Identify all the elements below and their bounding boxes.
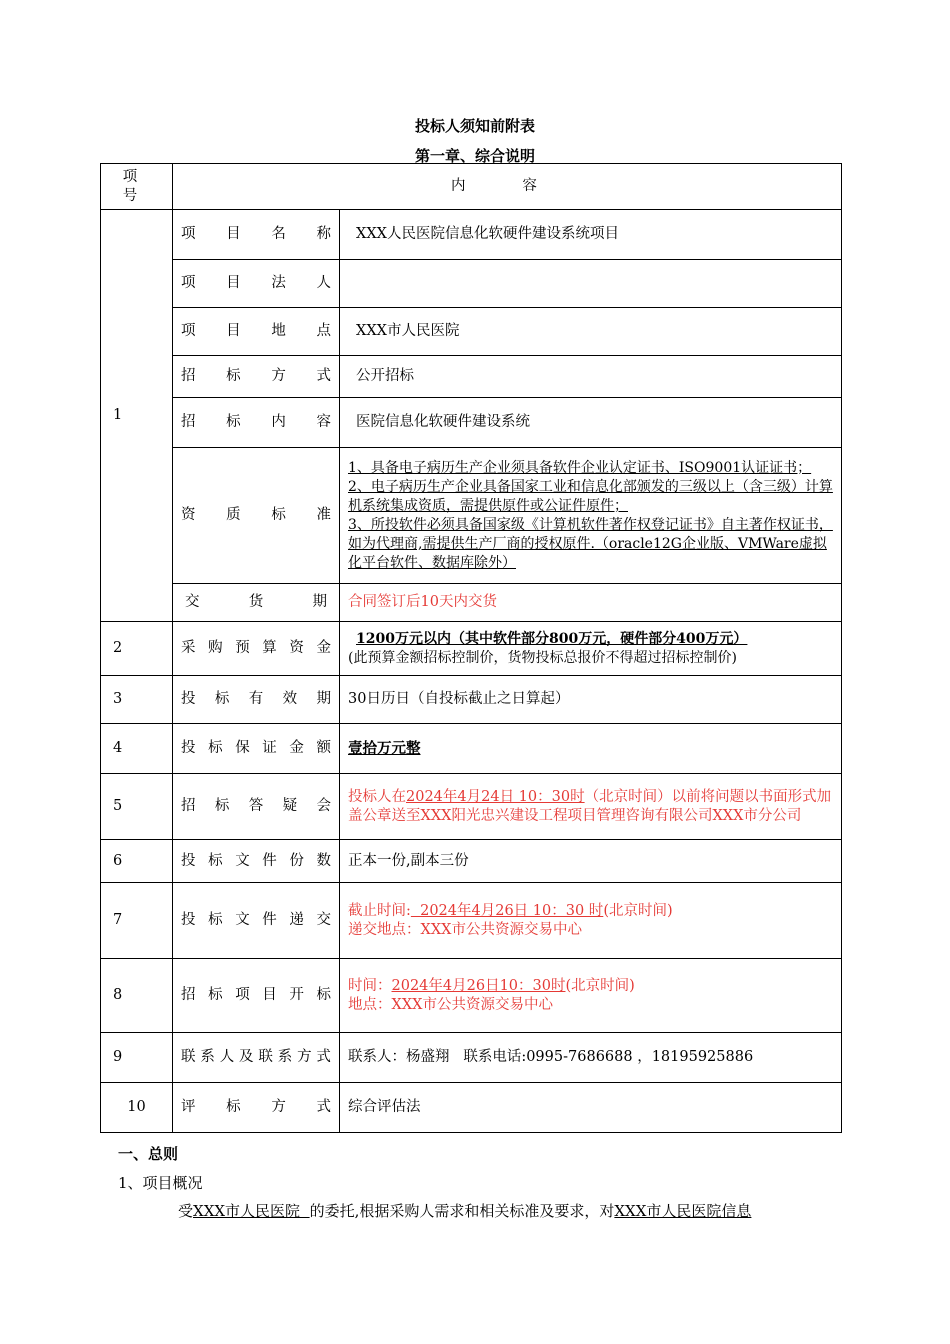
document-title: 投标人须知前附表 bbox=[414, 117, 535, 135]
row-label bbox=[173, 210, 340, 260]
row-label bbox=[173, 883, 340, 959]
section-heading: 一、总则 bbox=[118, 1145, 179, 1163]
row-value: 正本一份,副本三份 bbox=[340, 840, 842, 883]
submission-place: 递交地点：XXX市公共资源交易中心 bbox=[348, 921, 582, 938]
table-row bbox=[101, 883, 842, 959]
table-row bbox=[101, 210, 842, 260]
item-number: 1 bbox=[101, 210, 173, 622]
row-value: 公开招标 bbox=[340, 356, 842, 398]
table-row bbox=[101, 1083, 842, 1133]
row-value: 合同签订后10天内交货 bbox=[340, 584, 842, 622]
label-text: 招 标 项 目 开 标 bbox=[181, 987, 331, 1003]
label-text: 项 目 地 点 bbox=[181, 323, 331, 339]
row-label bbox=[173, 398, 340, 448]
row-value bbox=[340, 959, 842, 1033]
table-row bbox=[101, 676, 842, 724]
item-number: 5 bbox=[101, 774, 173, 840]
label-text: 投 标 文 件 份 数 bbox=[181, 852, 331, 869]
label-text: 交 货 期 bbox=[185, 594, 327, 610]
qualification-line: 2、电子病历生产企业具备国家工业和信息化部颁发的三级以上（含三级）计算机系统集成资质，需提供原件或公证件原件； bbox=[348, 478, 833, 514]
label-text: 招 标 方 式 bbox=[181, 368, 331, 384]
row-label bbox=[173, 308, 340, 356]
item-number: 10 bbox=[101, 1083, 173, 1133]
row-label bbox=[173, 584, 340, 622]
table-row bbox=[101, 774, 842, 840]
table-row bbox=[101, 724, 842, 774]
row-label bbox=[173, 840, 340, 883]
row-label bbox=[173, 1033, 340, 1083]
table-row bbox=[101, 840, 842, 883]
item-number: 9 bbox=[101, 1033, 173, 1083]
submission-deadline: 截止时间: 2024年4月26日 10：30 时(北京时间) bbox=[348, 902, 673, 919]
label-text: 项 目 名 称 bbox=[181, 226, 331, 242]
item-number: 3 bbox=[101, 676, 173, 724]
deposit-amount: 壹拾万元整 bbox=[348, 739, 421, 757]
table-row bbox=[101, 1033, 842, 1083]
row-value: 投标人在2024年4月24日 10：30时（北京时间）以前将问题以书面形式加盖公章送至XXX阳光忠兴建设工程项目管理咨询有限公司XXX市分公司 bbox=[340, 774, 842, 840]
table-row bbox=[101, 584, 842, 622]
qualification-line: 1、具备电子病历生产企业须具备软件企业认定证书、ISO9001认证证书； bbox=[348, 459, 812, 476]
table-header-row bbox=[101, 164, 842, 210]
row-value: 联系人：杨盛翔 联系电话:0995-7686688 ，18195925886 bbox=[340, 1033, 842, 1083]
row-value bbox=[340, 622, 842, 676]
qualification-line: 3、所投软件必须具备国家级《计算机软件著作权登记证书》自主著作权证书，如为代理商,需提供生产厂商的授权原件.（oracle12G企业版、VMWare虚拟化平台软件、数据库除外） bbox=[348, 516, 833, 571]
row-label bbox=[173, 774, 340, 840]
row-value bbox=[340, 260, 842, 308]
row-value: 30日历日（自投标截止之日算起） bbox=[340, 676, 842, 724]
row-value: XXX市人民医院 bbox=[340, 308, 842, 356]
table-row bbox=[101, 260, 842, 308]
budget-amount: 1200万元以内（其中软件部分800万元，硬件部分400万元） bbox=[356, 630, 748, 647]
row-label bbox=[173, 260, 340, 308]
row-value bbox=[340, 883, 842, 959]
subsection-heading: 1、项目概况 bbox=[118, 1174, 203, 1192]
item-number: 6 bbox=[101, 840, 173, 883]
label-text: 联 系 人 及 联 系 方 式 bbox=[181, 1049, 331, 1065]
bidder-instructions-table bbox=[100, 163, 842, 1133]
table-row bbox=[101, 308, 842, 356]
row-value bbox=[340, 724, 842, 774]
item-number: 4 bbox=[101, 724, 173, 774]
row-label bbox=[173, 676, 340, 724]
label-text: 投 标 有 效 期 bbox=[181, 691, 331, 707]
opening-place: 地点：XXX市公共资源交易中心 bbox=[348, 996, 553, 1013]
budget-note: (此预算金额招标控制价，货物投标总报价不得超过招标控制价) bbox=[348, 649, 737, 666]
row-value: 综合评估法 bbox=[340, 1083, 842, 1133]
opening-time: 时间：2024年4月26日10：30时(北京时间) bbox=[348, 977, 635, 994]
item-number: 7 bbox=[101, 883, 173, 959]
label-text: 项 目 法 人 bbox=[181, 275, 331, 291]
item-number: 2 bbox=[101, 622, 173, 676]
row-label bbox=[173, 724, 340, 774]
qa-deadline: 2024年4月24日 10：30时 bbox=[406, 788, 585, 805]
table-row-qualification bbox=[101, 448, 842, 584]
project-name: XXX市人民医院信息 bbox=[614, 1202, 752, 1220]
label-text: 招 标 答 疑 会 bbox=[181, 798, 331, 814]
paragraph: 受XXX市人民医院 的委托,根据采购人需求和相关标准及要求，对XXX市人民医院信息 bbox=[178, 1202, 752, 1220]
table-row bbox=[101, 622, 842, 676]
label-text: 资 质 标 准 bbox=[181, 507, 331, 523]
item-number: 8 bbox=[101, 959, 173, 1033]
row-value: 医院信息化软硬件建设系统 bbox=[340, 398, 842, 448]
label-text: 投 标 文 件 递 交 bbox=[181, 912, 331, 928]
table-row bbox=[101, 398, 842, 448]
table-row bbox=[101, 356, 842, 398]
label-text: 招 标 内 容 bbox=[181, 414, 331, 430]
row-label bbox=[173, 622, 340, 676]
row-label bbox=[173, 1083, 340, 1133]
row-label bbox=[173, 448, 340, 584]
label-text: 评 标 方 式 bbox=[181, 1099, 331, 1115]
row-value: XXX人民医院信息化软硬件建设系统项目 bbox=[340, 210, 842, 260]
table-row bbox=[101, 959, 842, 1033]
client-name: XXX市人民医院 bbox=[193, 1202, 310, 1220]
header-item-number: 项 号 bbox=[101, 164, 173, 210]
label-text: 投 标 保 证 金 额 bbox=[181, 740, 331, 756]
label-text: 采 购 预 算 资 金 bbox=[181, 640, 331, 656]
header-content: 内 容 bbox=[173, 164, 842, 210]
chapter-title: 第一章、综合说明 bbox=[414, 147, 535, 165]
qualification-value bbox=[340, 448, 842, 584]
row-label bbox=[173, 356, 340, 398]
row-label bbox=[173, 959, 340, 1033]
